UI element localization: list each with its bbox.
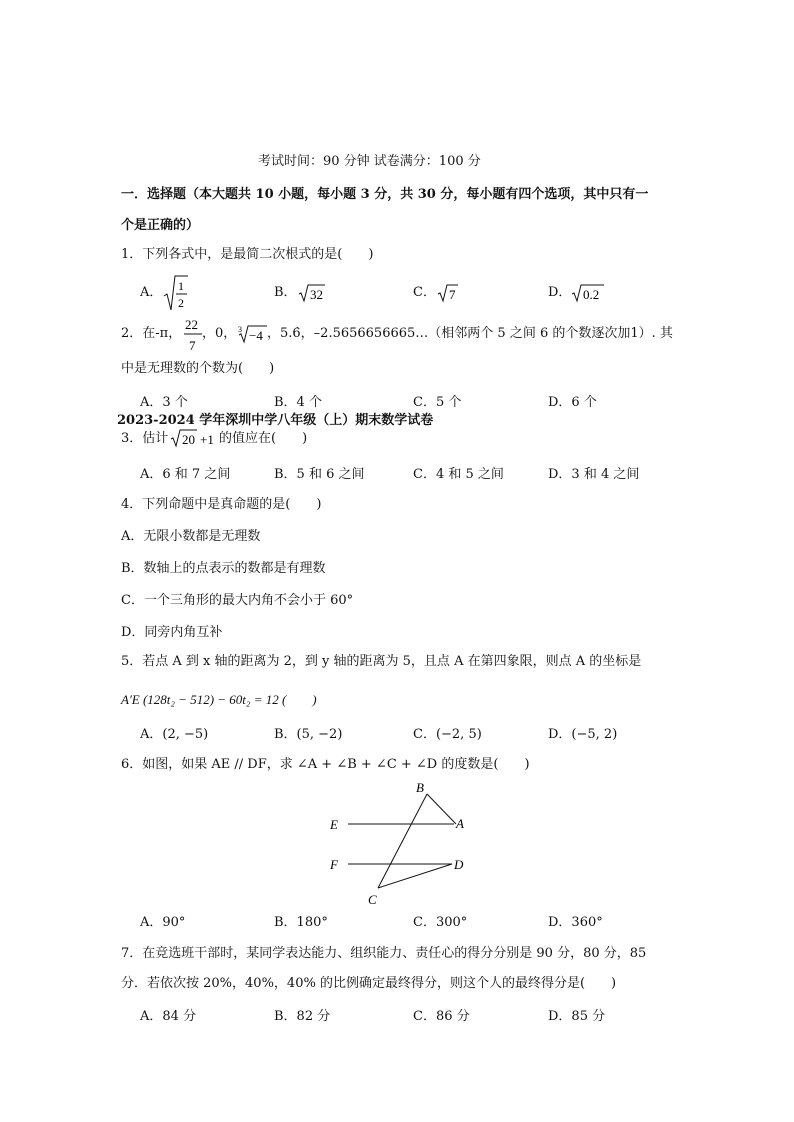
q3-option-c: C．4 和 5 之间 [413,467,504,482]
q7-option-a: A．84 分 [140,1009,197,1024]
q6-option-b: B．180° [274,915,328,930]
q1-option-c-label: C． [413,285,436,300]
sqrt-0.2-icon [571,283,605,303]
svg-text:20: 20 [182,432,195,447]
q3-math [170,428,222,453]
q7-option-d: D．85 分 [548,1009,606,1024]
exam-info: 考试时间：90 分钟 试卷满分：100 分 [258,154,481,169]
q4-option-d: D．同旁内角互补 [121,625,223,640]
q5-option-b: B．(5, −2) [274,727,343,742]
q7-option-c: C．86 分 [413,1009,470,1024]
q5-option-d: D．(−5, 2) [548,727,618,742]
q1-option-d-math [571,283,605,308]
q1-option-d-label: D． [548,285,572,300]
q2-option-a: A．3 个 [140,395,188,410]
svg-text:+1: +1 [200,432,214,447]
q3-stem-prefix: 3．估计 [121,431,169,446]
q4-option-a: A．无限小数都是无理数 [121,529,261,544]
section-heading-line2: 个是正确的） [121,218,200,233]
svg-text:3: 3 [238,325,242,334]
q2-stem-list: ，5.6̇，–2.5656656665…（相邻两个 5 之间 6 的个数逐次加1）. 其 [267,326,673,341]
q1-option-a-label: A． [140,285,163,300]
q7-option-b: B．82 分 [274,1009,331,1024]
svg-text:−4: −4 [249,328,263,343]
q1-option-b-math [298,283,326,308]
document-title: 2023-2024 学年深圳中学八年级（上）期末数学试卷 [117,413,434,428]
q5-option-a: A．(2, −5) [140,727,209,742]
q2-option-b: B．4 个 [274,395,322,410]
section-heading-line1: 一．选择题（本大题共 10 小题，每小题 3 分，共 30 分，每小题有四个选项，其中只有一 [121,187,649,202]
q6-option-a: A．90° [140,915,186,930]
q7-stem-line1: 7．在竞选班干部时，某同学表达能力、组织能力、责任心的得分分别是 90 分，80 分，85 [121,946,647,961]
q5-stem: 5．若点 A 到 x 轴的距离为 2，到 y 轴的距离为 5，且点 A 在第四象限，则点 A 的坐标是 [121,654,642,669]
q6-stem: 6．如图，如果 AE // DF，求 ∠A + ∠B + ∠C + ∠D 的度数是( ) [121,757,530,772]
sqrt-32-icon [298,283,326,303]
q1-stem: 1．下列各式中，是最简二次根式的是( ) [121,247,374,262]
q3-option-b: B．5 和 6 之间 [274,467,365,482]
q6-geometry-figure [320,778,480,912]
q4-stem: 4．下列命题中是真命题的是( ) [121,497,322,512]
q4-option-b: B．数轴上的点表示的数都是有理数 [121,561,326,576]
segment-BC [378,794,427,888]
q6-option-c: C．300° [413,915,468,930]
q6-option-d: D．360° [548,915,603,930]
q2-stem-mid: ，0， [202,326,237,341]
q1-option-a-math [163,274,189,319]
q3-stem-suffix: 的值应在( ) [219,431,308,446]
sqrt-7-icon [437,283,459,303]
segment-BA [427,794,456,824]
cube-root-neg4-icon [238,324,268,344]
svg-text:32: 32 [310,287,323,302]
label-A: A [456,816,464,831]
label-C: C [368,892,377,907]
svg-text:22: 22 [185,317,198,332]
label-D: D [454,857,464,872]
q1-option-c-math [437,283,459,308]
fraction-22-7-icon [184,316,202,354]
svg-text:7: 7 [189,338,196,353]
label-F: F [330,857,338,872]
svg-text:1: 1 [178,279,184,293]
q3-option-d: D．3 和 4 之间 [548,467,640,482]
q5-option-c: C．(−2, 5) [413,727,482,742]
label-E: E [330,817,338,832]
q3-option-a: A．6 和 7 之间 [140,467,231,482]
svg-text:0.2: 0.2 [583,287,600,302]
label-B: B [416,780,424,795]
q2-stem-line2: 中是无理数的个数为( ) [121,361,275,376]
q2-option-c: C．5 个 [413,395,462,410]
q2-stem-prefix: 2．在-π， [121,326,182,341]
q2-fraction [184,316,202,359]
q4-option-c: C．一个三角形的最大内角不会小于 60° [121,593,354,608]
q2-option-d: D．6 个 [548,395,597,410]
q2-cuberoot [238,324,268,349]
sqrt-20-plus-1-icon [170,428,222,448]
sqrt-half-icon [163,274,189,314]
svg-text:2: 2 [178,296,184,310]
q5-formula: A′E (128t₂ − 512) − 60t₂ = 12 ( ) [121,692,317,707]
q7-stem-line2: 分．若依次按 20%，40%，40% 的比例确定最终得分，则这个人的最终得分是( ) [121,976,617,991]
q1-option-b-label: B． [274,285,297,300]
svg-text:7: 7 [449,287,456,302]
